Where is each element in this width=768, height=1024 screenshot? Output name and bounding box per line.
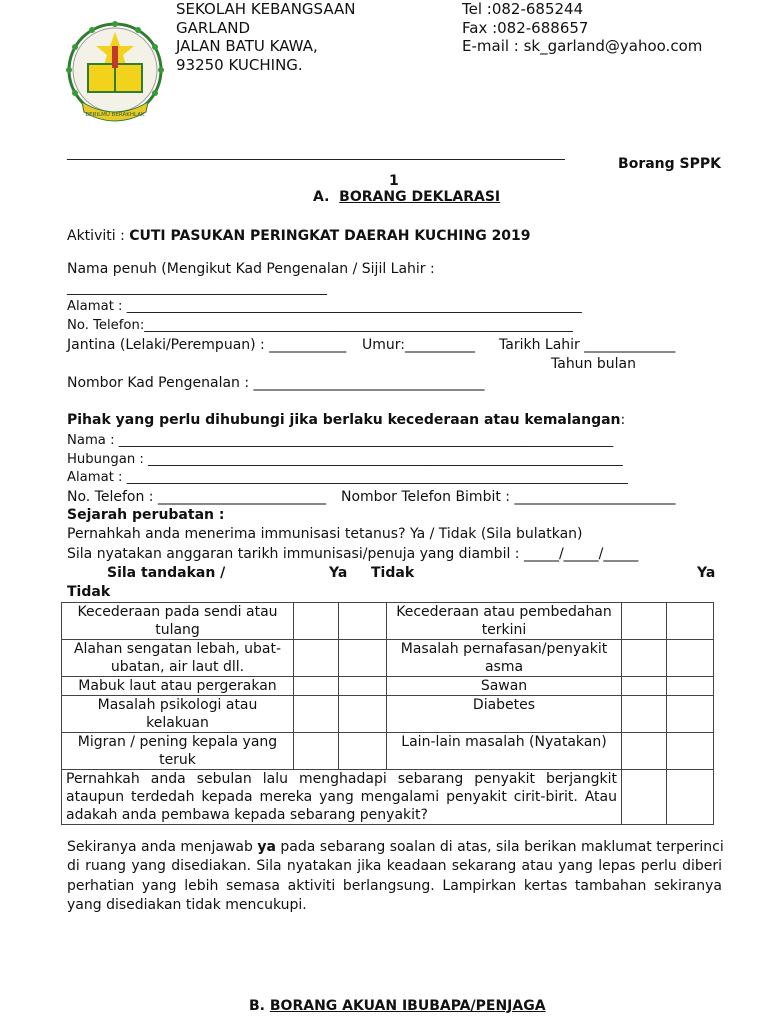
emergency-heading-text: Pihak yang perlu dihubungi jika berlaku kecederaan atau kemalangan: [67, 412, 621, 428]
yes-checkbox[interactable]: [622, 677, 667, 696]
condition-right: Diabetes: [387, 696, 622, 733]
table-row: [62, 677, 714, 696]
infectious-disease-question: [62, 770, 622, 825]
emergency-mobile-field[interactable]: Nombor Telefon Bimbit : _______________________: [341, 489, 676, 505]
no-checkbox[interactable]: [667, 677, 714, 696]
emergency-phone-field[interactable]: No. Telefon : ________________________: [67, 489, 326, 505]
condition-right: Masalah pernafasan/penyakit asma: [387, 640, 622, 677]
medical-heading: Sejarah perubatan :: [67, 507, 225, 523]
school-name-line-1: SEKOLAH KEBANGSAAN: [176, 0, 356, 18]
instruction-paragraph: [67, 838, 722, 915]
infectious-question-line-2: ataupun terdedah kepada mereka yang mengalami penyakit cirit-birit. Atau: [66, 789, 617, 805]
yes-checkbox[interactable]: [622, 603, 667, 640]
section-b-heading: [249, 997, 546, 1015]
condition-left: Alahan sengatan lebah, ubat-ubatan, air laut dll.: [62, 640, 294, 677]
activity-line: [67, 227, 531, 245]
condition-right: Lain-lain masalah (Nyatakan): [387, 733, 622, 770]
no-checkbox[interactable]: [339, 640, 387, 677]
torch-emblem: [112, 46, 118, 68]
no-checkbox[interactable]: [667, 603, 714, 640]
no-checkbox[interactable]: [339, 603, 387, 640]
infectious-question-line-1: Pernahkah anda sebulan lalu menghadapi sebarang penyakit berjangkit: [66, 771, 617, 787]
gender-field[interactable]: Jantina (Lelaki/Perempuan) : ___________: [67, 337, 347, 353]
school-name-line-2: GARLAND: [176, 18, 251, 37]
school-city: 93250 KUCHING.: [176, 55, 303, 74]
school-address: [176, 0, 356, 74]
emergency-heading: [67, 411, 625, 429]
form-code: Borang SPPK: [618, 156, 721, 172]
instruction-text: pada sebarang soalan di atas, sila berikan maklumat terperinci: [275, 839, 724, 855]
table-row: [62, 733, 714, 770]
no-checkbox[interactable]: [667, 696, 714, 733]
section-a-title: BORANG DEKLARASI: [339, 189, 501, 205]
header-rule: _______________________________________________________________________________: [67, 146, 565, 161]
school-street: JALAN BATU KAWA,: [176, 37, 318, 55]
yes-checkbox[interactable]: [622, 733, 667, 770]
instruction-text: Sekiranya anda menjawab: [67, 839, 258, 855]
yes-checkbox[interactable]: [622, 696, 667, 733]
school-email: E-mail : sk_garland@yahoo.com: [462, 37, 703, 55]
condition-left: Kecederaan pada sendi atau tulang: [62, 603, 294, 640]
yes-checkbox[interactable]: [294, 603, 339, 640]
condition-left: Mabuk laut atau pergerakan: [62, 677, 294, 696]
yes-checkbox[interactable]: [622, 640, 667, 677]
emergency-address-field[interactable]: Alamat : ____________________________________________________________________________: [67, 470, 628, 485]
phone-field[interactable]: No. Telefon:_________________________________________________________________: [67, 318, 573, 333]
dob-field[interactable]: Tarikh Lahir _____________: [499, 337, 676, 353]
section-b-title: BORANG AKUAN IBUBAPA/PENJAGA: [269, 998, 546, 1014]
no-checkbox[interactable]: [667, 640, 714, 677]
no-header-left: Tidak: [371, 565, 415, 581]
age-field[interactable]: Umur:__________: [362, 337, 475, 353]
yes-checkbox[interactable]: [294, 696, 339, 733]
school-fax: Fax :082-688657: [462, 18, 589, 37]
tick-instruction: Sila tandakan /: [107, 565, 226, 581]
instruction-line-2: di ruang yang disediakan. Sila nyatakan jika keadaan sekarang atau yang lepas perlu diberi: [67, 858, 722, 875]
instruction-line-3: perhatian yang lebih semasa aktiviti berlangsung. Lampirkan kertas tambahan sekiranya: [67, 877, 722, 894]
logo-motto: BERILMU BERAKHLAK: [85, 112, 145, 118]
yes-checkbox[interactable]: [294, 677, 339, 696]
no-header-right: Tidak: [67, 584, 111, 600]
yes-header-right: Ya: [697, 565, 716, 581]
emergency-relation-field[interactable]: Hubungan : ________________________________________________________________________: [67, 452, 623, 467]
emergency-name-field[interactable]: Nama : ___________________________________________________________________________: [67, 433, 614, 448]
condition-left: Migran / pening kepala yang teruk: [62, 733, 294, 770]
condition-right: Kecederaan atau pembedahan terkini: [387, 603, 622, 640]
instruction-line-4: yang disediakan tidak mencukupi.: [67, 896, 307, 913]
instruction-line-1: [67, 838, 722, 857]
activity-label: Aktiviti :: [67, 228, 130, 244]
condition-left: Masalah psikologi atau kelakuan: [62, 696, 294, 733]
no-checkbox[interactable]: [339, 677, 387, 696]
tetanus-question: Pernahkah anda menerima immunisasi tetanus? Ya / Tidak (Sila bulatkan): [67, 526, 583, 542]
infectious-question-line-3: adakah anda pembawa kepada sebarang penyakit?: [66, 807, 428, 823]
section-b-letter: B.: [249, 998, 265, 1014]
full-name-field[interactable]: ________________________________________: [67, 281, 327, 296]
emergency-heading-colon: :: [620, 412, 626, 428]
yes-checkbox[interactable]: [294, 733, 339, 770]
yes-checkbox[interactable]: [294, 640, 339, 677]
no-checkbox[interactable]: [339, 733, 387, 770]
instruction-emphasis: ya: [257, 839, 276, 855]
section-a-heading: [313, 188, 500, 206]
condition-right: Sawan: [387, 677, 622, 696]
form-number: 1: [389, 173, 399, 189]
table-row: [62, 640, 714, 677]
ic-field[interactable]: Nombor Kad Pengenalan : _________________________________: [67, 375, 485, 391]
no-checkbox[interactable]: [339, 696, 387, 733]
full-name-label: Nama penuh (Mengikut Kad Pengenalan / Sijil Lahir :: [67, 261, 435, 277]
table-row: [62, 603, 714, 640]
no-checkbox[interactable]: [667, 733, 714, 770]
table-row: [62, 770, 714, 825]
yes-checkbox[interactable]: [622, 770, 667, 825]
school-logo: [62, 18, 168, 134]
school-contact: [462, 0, 702, 56]
section-a-letter: A.: [313, 189, 330, 205]
yes-header-left: Ya: [329, 565, 348, 581]
address-field[interactable]: Alamat : _____________________________________________________________________: [67, 299, 582, 314]
school-tel: Tel :082-685244: [462, 0, 584, 18]
no-checkbox[interactable]: [667, 770, 714, 825]
table-row: [62, 696, 714, 733]
immunisation-date-field[interactable]: Sila nyatakan anggaran tarikh immunisasi/penuja yang diambil : _____/_____/_____: [67, 546, 639, 562]
medical-checklist-table: [61, 602, 714, 825]
activity-value: CUTI PASUKAN PERINGKAT DAERAH KUCHING 2019: [129, 228, 531, 244]
dob-hint: Tahun bulan: [551, 356, 636, 372]
